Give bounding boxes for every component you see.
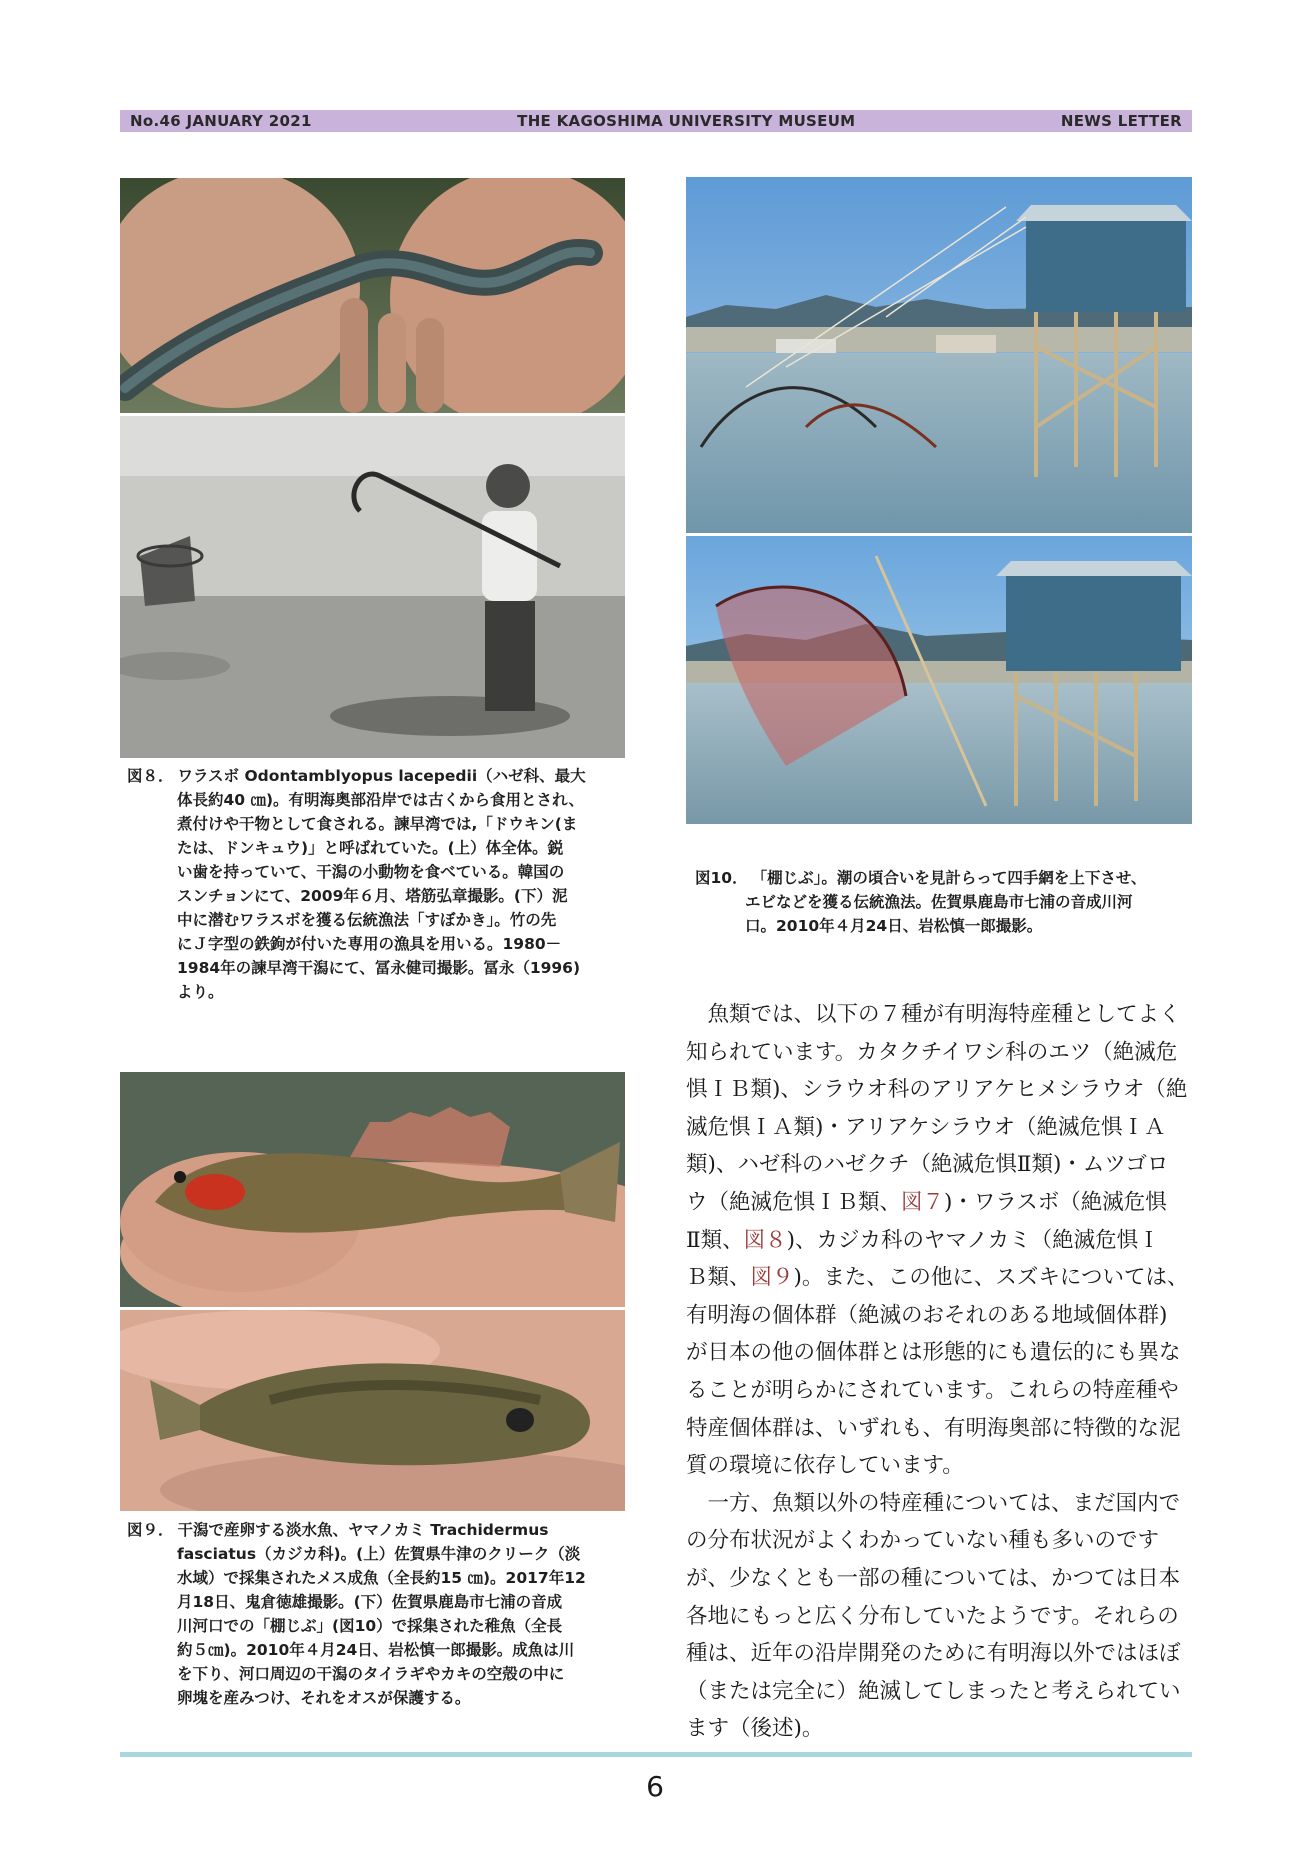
fig8-caption-line: スンチョンにて、2009年６月、塔筋弘章撮影。(下）泥 <box>177 887 568 905</box>
header-issue: No.46 JANUARY 2021 <box>130 112 312 130</box>
body-line: 知られています。カタクチイワシ科のエツ（絶滅危 <box>686 1039 1178 1065</box>
body-line: Ⅱ類、図８)、カジカ科のヤマノカミ（絶滅危惧Ｉ <box>686 1227 1160 1253</box>
fig9-caption-line: fasciatus（カジカ科)。(上）佐賀県牛津のクリーク（淡 <box>177 1545 581 1563</box>
body-line: 惧ＩＢ類)、シラウオ科のアリアケヒメシラウオ（絶 <box>686 1077 1188 1103</box>
fig8-caption-line: 中に潜むワラスボを獲る伝統漁法「すぼかき」。竹の先 <box>177 911 557 929</box>
fig9-caption-line: を下り、河口周辺の干潟のタイラギやカキの空殻の中に <box>177 1665 565 1683</box>
fig9-caption-line: 干潟で産卵する淡水魚、ヤマノカミ Trachidermus <box>177 1521 549 1539</box>
fig9-caption <box>127 1518 632 1710</box>
fig10-caption-line: エビなどを獲る伝統漁法。佐賀県鹿島市七浦の音成川河 <box>745 893 1133 911</box>
fig8-caption-line: 体長約40 ㎝)。有明海奥部沿岸では古くから食用とされ、 <box>177 791 584 809</box>
figure-reference: 図９ <box>750 1265 794 1291</box>
body-line: の分布状況がよくわかっていない種も多いのです <box>686 1528 1160 1554</box>
fig9-caption-line: 卵塊を産みつけ、それをオスが保護する。 <box>177 1689 471 1707</box>
figure-reference: 図７ <box>901 1189 945 1215</box>
body-line: （または完全に）絶滅してしまったと考えられてい <box>686 1678 1181 1704</box>
page-number: 6 <box>646 1770 664 1803</box>
body-line: 魚類では、以下の７種が有明海特産種としてよく <box>686 1002 1181 1027</box>
fig10-photo-net-lowered <box>686 536 1192 824</box>
fig10-caption-line: 「棚じぶ」。潮の頃合いを見計らって四手網を上下させ、 <box>751 869 1147 887</box>
fig8-caption-line: たは、ドンキュウ)」と呼ばれていた。(上）体全体。鋭 <box>177 839 564 857</box>
body-line: Ｂ類、図９)。また、この他に、スズキについては、 <box>686 1265 1189 1291</box>
body-line: 種は、近年の沿岸開発のために有明海以外ではほぼ <box>686 1641 1181 1667</box>
fig8-photo-eel-in-hands <box>120 178 625 413</box>
fig10-caption <box>695 866 1200 938</box>
fig9-caption-line: 約５㎝)。2010年４月24日、岩松慎一郎撮影。成魚は川 <box>177 1641 575 1659</box>
fig9-caption-line: 水域）で採集されたメス成魚（全長約15 ㎝)。2017年12 <box>177 1569 586 1587</box>
fig8-photo-mudflat-fisher <box>120 416 625 758</box>
body-line: 各地にもっと広く分布していたようです。それらの <box>686 1603 1179 1629</box>
body-line: ます（後述)。 <box>686 1716 824 1742</box>
fig8-caption-line: い歯を持っていて、干潟の小動物を食べている。韓国の <box>177 863 565 881</box>
fig8-caption-line: にＪ字型の鉄鉤が付いた専用の漁具を用いる。1980－ <box>177 935 562 953</box>
fig10-caption-line: 口。2010年４月24日、岩松慎一郎撮影。 <box>745 917 1043 935</box>
fig8-caption-line: ワラスボ Odontamblyopus lacepedii（ハゼ科、最大 <box>177 767 586 785</box>
fig9-photo-adult-female <box>120 1072 625 1307</box>
fig10-caption-label: 図10． <box>695 869 748 887</box>
body-line: が、少なくとも一部の種については、かつては日本 <box>686 1565 1181 1591</box>
body-line: 質の環境に依存しています。 <box>686 1453 964 1479</box>
fig9-caption-line: 川河口での「棚じぶ」(図10）で採集された稚魚（全長 <box>177 1617 563 1635</box>
body-line: 類)、ハゼ科のハゼクチ（絶滅危惧Ⅱ類)・ムツゴロ <box>686 1152 1169 1178</box>
body-line: 有明海の個体群（絶滅のおそれのある地域個体群) <box>686 1302 1168 1328</box>
fig9-caption-line: 月18日、鬼倉徳雄撮影。(下）佐賀県鹿島市七浦の音成 <box>177 1593 563 1611</box>
body-line: 特産個体群は、いずれも、有明海奥部に特徴的な泥 <box>686 1415 1181 1441</box>
newsletter-header <box>120 110 1192 132</box>
fig10-photo-net-raised <box>686 177 1192 533</box>
fig8-caption-line: 1984年の諫早湾干潟にて、冨永健司撮影。冨永（1996) <box>177 959 581 977</box>
body-line: ウ（絶滅危惧ＩＢ類、図７)・ワラスボ（絶滅危惧 <box>686 1189 1167 1215</box>
fig8-caption <box>127 764 632 1004</box>
header-section: NEWS LETTER <box>1060 112 1182 130</box>
fig9-caption-label: 図９． <box>127 1521 174 1539</box>
body-line: が日本の他の個体群とは形態的にも遺伝的にも異な <box>686 1340 1181 1366</box>
fig8-caption-line: 煮付けや干物として食される。諫早湾では,「ドウキン(ま <box>177 815 578 833</box>
body-line: 滅危惧ＩＡ類)・アリアケシラウオ（絶滅危惧ＩＡ <box>686 1114 1166 1140</box>
header-title: THE KAGOSHIMA UNIVERSITY MUSEUM <box>517 112 856 130</box>
footer-rule <box>120 1752 1192 1757</box>
fig8-caption-label: 図８． <box>127 767 174 785</box>
article-body <box>686 996 1196 1748</box>
fig8-caption-line: より。 <box>177 983 224 1001</box>
body-line: 一方、魚類以外の特産種については、まだ国内で <box>686 1490 1181 1516</box>
fig9-photo-juvenile <box>120 1310 625 1511</box>
figure-reference: 図８ <box>743 1227 787 1253</box>
body-line: ることが明らかにされています。これらの特産種や <box>686 1377 1179 1403</box>
